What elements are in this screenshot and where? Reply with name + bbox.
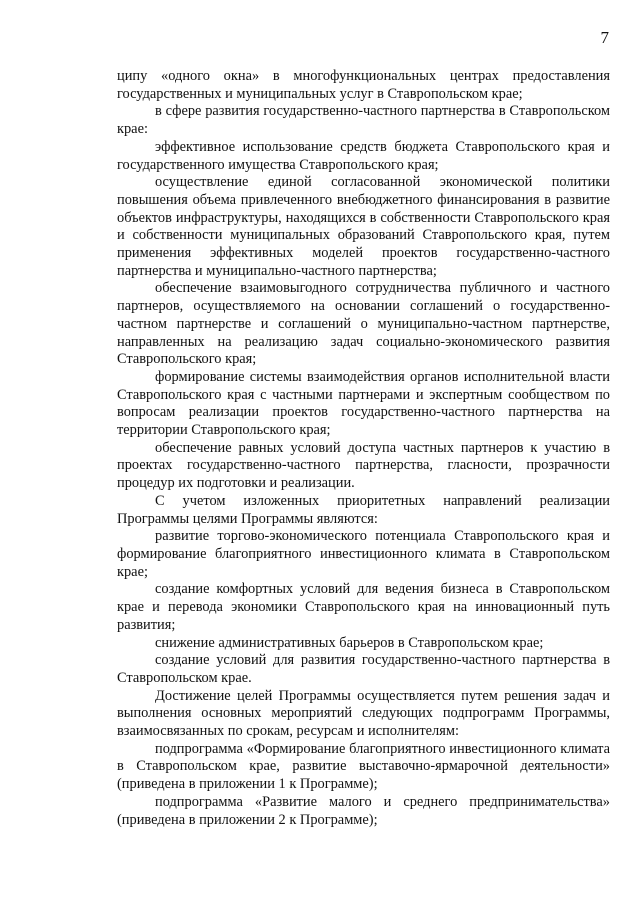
paragraph-subprogram-1: подпрограмма «Формирование благоприятного инвестиционного климата в Ставропольском крае, развитие выставочно-ярмарочной деятельности» (приведена в приложении 1 к Программе); bbox=[117, 740, 610, 793]
paragraph-goal-business-conditions: создание комфортных условий для ведения бизнеса в Ставропольском крае и перевода экономики Ставропольского края на инновационный путь развития; bbox=[117, 581, 610, 633]
paragraph-goal-ppp-conditions: создание условий для развития государственно-частного партнерства в Ставропольском крае. bbox=[117, 652, 610, 686]
paragraph-goal-trade-potential: развитие торгово-экономического потенциала Ставропольского края и формирование благоприятного инвестиционного климата в Ставропольском крае; bbox=[117, 528, 610, 580]
paragraph-program-goals-intro: С учетом изложенных приоритетных направлений реализации Программы целями Программы являются: bbox=[117, 492, 610, 527]
paragraph-interaction-system: формирование системы взаимодействия органов исполнительной власти Ставропольского края с частными партнерами и экспертным сообществом по вопросам реализации проектов государственно-частного партнерства на территории Ставропольского края; bbox=[117, 368, 610, 439]
paragraph-equal-access: обеспечение равных условий доступа частных партнеров к участию в проектах государственно-частного партнерства, гласности, прозрачности процедур их подготовки и реализации. bbox=[117, 439, 610, 492]
page-number: 7 bbox=[600, 28, 609, 47]
paragraph-subprogram-2: подпрограмма «Развитие малого и среднего предпринимательства» (приведена в приложении 2 к Программе); bbox=[117, 793, 610, 828]
paragraph-continuation: ципу «одного окна» в многофункциональных центрах предоставления государственных и муниципальных услуг в Ставропольском крае; bbox=[117, 68, 610, 102]
paragraph-ppp-sphere-heading: в сфере развития государственно-частного партнерства в Ставропольском крае: bbox=[117, 103, 610, 138]
paragraph-budget-use: эффективное использование средств бюджета Ставропольского края и государственного имущества Ставропольского края; bbox=[117, 138, 610, 173]
body-text bbox=[117, 68, 610, 829]
paragraph-goal-admin-barriers: снижение административных барьеров в Ставропольском крае; bbox=[155, 634, 544, 651]
paragraph-partner-cooperation: обеспечение взаимовыгодного сотрудничества публичного и частного партнеров, осуществляемого на основании соглашений о государственно-частном партнерстве и соглашений о муниципально-частном партнерстве, направленных на реализацию задач социально-экономического развития Ставропольского края; bbox=[117, 280, 610, 368]
paragraph-economic-policy: осуществление единой согласованной экономической политики повышения объема привлеченного внебюджетного финансирования в развитие объектов инфраструктуры, находящихся в собственности Ставропольского края и собственности муниципальных образований Ставропольского края, путем применения эффективных моделей проектов государственно-частного партнерства и муниципально-частного партнерства; bbox=[117, 174, 610, 279]
paragraph-subprograms-intro: Достижение целей Программы осуществляется путем решения задач и выполнения основных мероприятий следующих подпрограмм Программы, взаимосвязанных по срокам, ресурсам и исполнителям: bbox=[117, 687, 610, 740]
